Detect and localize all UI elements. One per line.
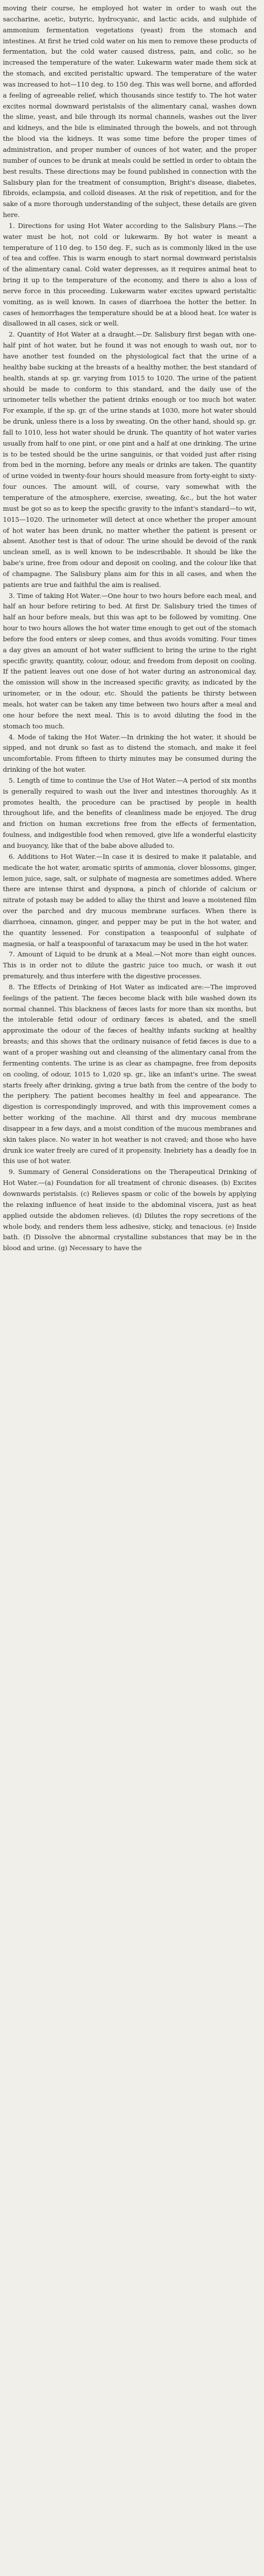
article-paragraph: 1. Directions for using Hot Water according to the Salisbury Plans.—The water must be hot, not cold or lukewarm. By hot water is meant a temperature of 110 deg. to 150 deg. F., such as is commonly liked in the use of tea and coffee. This is warm enough to start normal downward peristalsis of the alimentary canal. Cold water depresses, as it requires animal heat to bring it up to the temperature of the economy, and there is also a loss of nerve force in this proceeding. Lukewarm water excites upward peristaltic vomiting, as is well known. In cases of diarrhoea the hotter the better. In cases of hemorrhages the temperature should be at a blood heat. Ice water is disallowed in all cases, sick or well. — [3, 222, 256, 328]
article-paragraph: 2. Quantity of Hot Water at a draught.—Dr. Salisbury first began with one-half pint of hot water, but he found it was not enough to wash out, nor to have another test founded on the physiological fact that the urine of a healthy babe sucking at the breasts of a healthy mother, the best standard of health, stands at sp. gr. varying from 1015 to 1020. The urine of the patient should be made to conform to this standard, and the daily use of the urinometer tells whether the patient drinks enough or too much hot water. For example, if the sp. gr. of the urine stands at 1030, more hot water should be drunk, unless there is a loss by sweating. On the other hand, should sp. gr. fall to 1010, less hot water should be drunk. The quantity of hot water varies usually from half to one pint, or one pint and a half at one drinking. The urine is to be tested should be the urine sanguinis, or that voided just after rising from bed in the morning, before any meals or drinks are taken. The quantity of urine voided in twenty-four hours should measure from forty-eight to sixty-four ounces. The amount will, of course, vary somewhat with the temperature of the atmosphere, exercise, sweating, &c., but the hot water must be got so as to keep the specific gravity to the infant's standard—to wit, 1015—1020. The urinometer will detect at once whether the proper amount of hot water has been drunk, no matter whether the patient is present or absent. Another test is that of odour. The urine should be devoid of the rank unclean smell, as is well known to be indescribable. It should be like the babe's urine, free from odour and deposit on cooling, and the colour like that of champagne. The Salisbury plans aim for this in all cases, and when the patients are true and faithful the aim is realised. — [3, 331, 256, 589]
article-column — [3, 3, 256, 1254]
article-paragraph: 3. Time of taking Hot Water.—One hour to two hours before each meal, and half an hour before retiring to bed. At first Dr. Salisbury tried the times of half an hour before meals, but this was apt to be followed by vomiting. One hour to two hours allows the hot water time enough to get out of the stomach before the food enters or sleep comes, and thus avoids vomiting. Four times a day gives an amount of hot water sufficient to bring the urine to the right specific gravity, quantity, colour, odour, and freedom from deposit on cooling. If the patient leaves out one dose of hot water during an astronomical day, the omission will show in the increased specific gravity, as indicated by the urinometer, or in the odour, etc. Should the patients be thirsty between meals, hot water can be taken any time between two hours after a meal and one hour before the next meal. This is to avoid diluting the food in the stomach too much. — [3, 592, 256, 730]
article-paragraph: 7. Amount of Liquid to be drunk at a Meal.—Not more than eight ounces. This is in order not to dilute the gastric juice too much, or wash it out prematurely, and thus interfere with the digestive processes. — [3, 951, 256, 981]
article-paragraph: 8. The Effects of Drinking of Hot Water as indicated are:—The improved feelings of the patient. The fæces become black with bile washed down its normal channel. This blackness of fæces lasts for more than six months, but the intolerable fetid odour of ordinary fæces is abated, and the smell approximate the odour of the fæces of healthy infants sucking at healthy breasts; and this shows that the ordinary nuisance of fetid fæces is due to a want of a proper washing out and cleansing of the alimentary canal from the fermenting contents. The urine is as clear as champagne, free from deposits on cooling, of odour, 1015 to 1,020 sp. gr., like an infant's urine. The sweat starts freely after drinking, giving a true bath from the centre of the body to the periphery. The patient becomes healthy in feel and appearance. The digestion is correspondingly improved, and with this improvement comes a better working of the machine. All thirst and dry mucous membrane disappear in a few days, and a moist condition of the mucous membranes and skin takes place. No water in hot weather is not craved; and those who have drunk ice water freely are cured of it propensity. Inebriety has a deadly foe in this use of hot water. — [3, 983, 256, 1165]
article-paragraph: 4. Mode of taking the Hot Water.—In drinking the hot water, it should be sipped, and not drunk so fast as to distend the stomach, and make it feel uncomfortable. From fifteen to thirty minutes may be consumed during the drinking of the hot water. — [3, 733, 256, 774]
article-paragraph: 9. Summary of General Considerations on the Therapeutical Drinking of Hot Water.—(a) Foundation for all treatment of chronic diseases. (b) Excites downwards peristalsis. (c) Relieves spasm or colic of the bowels by applying the relaxing influence of heat inside to the abdominal viscera, just as heat applied outside the abdomen relieves. (d) Dilutes the ropy secretions of the whole body, and renders them less adhesive, sticky, and tenacious. (e) Inside bath. (f) Dissolve the abnormal crystalline substances that may be in the blood and urine. (g) Necessary to have the — [3, 1168, 256, 1253]
article-paragraph: 6. Additions to Hot Water.—In case it is desired to make it palatable, and medicate the hot water, aromatic spirits of ammonia, clover blossoms, ginger, lemon juice, sage, salt, or sulphate of magnesia are sometimes added. Where there are intense thirst and dyspnœa, a pinch of chloride of calcium or nitrate of potash may be added to allay the thirst and leave a moistened film over the parched and dry mucous membrane surfaces. When there is diarrhoea, cinnamon, ginger, and pepper may be put in the hot water, and the quantity lessened. For constipation a teaspoonful of sulphate of magnesia, or half a teaspoonful of taraxacum may be used in the hot water. — [3, 853, 256, 948]
article-paragraph: moving their course, he employed hot water in order to wash out the saccharine, acetic, butyric, hydrocyanic, and lactic acids, and sulphide of ammonium fermentation vegetations (yeast) from the stomach and intestines. At first he tried cold water on his men to remove these products of fermentation, but the cold water caused distress, pain, and colic, so he increased the temperature of the water. Lukewarm water made them sick at the stomach, and excited peristaltic upward. The temperature of the water was increased to hot—110 deg. to 150 deg. This was well borne, and afforded a feeling of agreeable relief, which thousands since testify to. The hot water excites normal downward peristalsis of the alimentary canal, washes down the slime, yeast, and bile through its normal channels, washes out the liver and kidneys, and the bile is eliminated through the bowels, and not through the blood via the kidneys. It was some time before the proper times of administration, and proper number of ounces of hot water, and the proper number of ounces to be drunk at meals could be settled in order to obtain the best results. These directions may be found published in connection with the Salisbury plan for the treatment of consumption, Bright's disease, diabetes, fibroids, eclampsia, and colloid diseases. At the risk of repetition, and for the sake of a more thorough understanding of the subject, these details are given here. — [3, 5, 257, 219]
article-paragraph: 5. Length of time to continue the Use of Hot Water.—A period of six months is generally required to wash out the liver and intestines thoroughly. As it promotes health, the procedure can be practised by people in health throughout life, and the benefits of cleanliness made be enjoyed. The drug and friction on human excretions free from the effects of fermentation, foulness, and indigestible food when removed, give life a wonderful elasticity and buoyancy, like that of the babe above alluded to. — [3, 776, 256, 850]
